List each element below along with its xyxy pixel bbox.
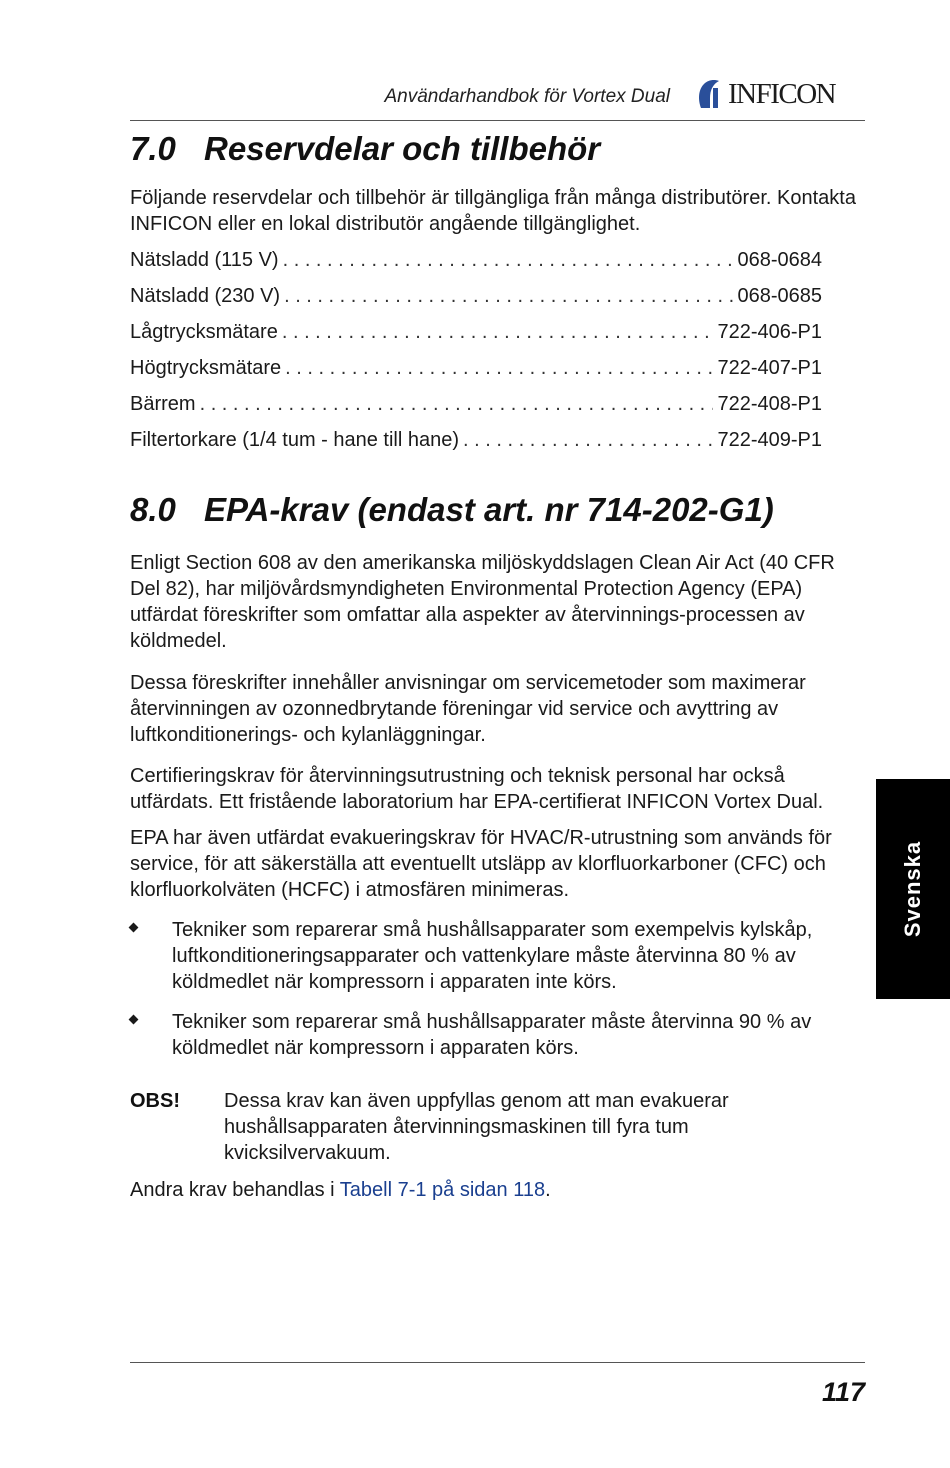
inficon-logo xyxy=(695,74,870,116)
section-8-paragraph: Enligt Section 608 av den amerikanska miljöskyddslagen Clean Air Act (40 CFR Del 82), har miljövårdsmyndigheten Environmental Protection Agency (EPA) utfärdat föreskrifter som omfattar alla aspekter av återvinnings-processen av köldmedel. xyxy=(130,552,835,652)
note-text: Dessa krav kan även uppfyllas genom att man evakuerar hushållsapparaten återvinningsmaskinen till fyra tum kvicksilvervakuum. xyxy=(224,1090,729,1164)
bullet-text: Tekniker som reparerar små hushållsapparater måste återvinna 90 % av köldmedlet när kompressorn i apparaten körs. xyxy=(172,1011,812,1059)
crossref-line xyxy=(130,1177,551,1203)
logo-wordmark: INFICON xyxy=(728,78,836,110)
parts-list-item xyxy=(130,391,822,427)
footer-divider xyxy=(130,1362,865,1363)
inficon-logo-icon xyxy=(695,78,725,112)
parts-list-item xyxy=(130,319,822,355)
part-number: 068-0685 xyxy=(737,285,822,307)
bullet-item xyxy=(130,917,870,995)
part-number: 722-407-P1 xyxy=(717,357,822,379)
dot-leader xyxy=(282,319,714,355)
section-8-paragraph: Certifieringskrav för återvinningsutrustning och teknisk personal har också utfärdats. Ett fristående laboratorium har EPA-certifierat INFICON Vortex Dual. xyxy=(130,765,824,813)
diamond-bullet-icon xyxy=(129,923,139,933)
parts-list-item xyxy=(130,247,822,283)
parts-list-item xyxy=(130,283,822,319)
part-name: Nätsladd (115 V) xyxy=(130,249,279,271)
part-name: Lågtrycksmätare xyxy=(130,321,278,343)
dot-leader xyxy=(285,355,713,391)
dot-leader xyxy=(284,283,733,319)
section-8-paragraph: EPA har även utfärdat evakueringskrav för HVAC/R-utrustning som används för service, för att säkerställa att eventuellt utsläpp av klorfluorkarboner (CFC) och klorfluorkolväten (HCFC) i atmosfären minimeras. xyxy=(130,827,832,901)
parts-list-item xyxy=(130,427,822,463)
part-number: 722-408-P1 xyxy=(717,393,822,415)
parts-list-item xyxy=(130,355,822,391)
section-7-number: 7.0 xyxy=(130,130,176,167)
section-7-intro: Följande reservdelar och tillbehör är tillgängliga från många distributörer. Kontakta INFICON eller en lokal distributör angående tillgänglighet. xyxy=(130,187,856,235)
dot-leader xyxy=(200,391,714,427)
bullet-text: Tekniker som reparerar små hushållsapparater som exempelvis kylskåp, luftkonditioneringsapparater och vattenkylare måste återvinna 80 % av köldmedlet när kompressorn i apparaten inte körs. xyxy=(172,919,813,993)
page-number: 117 xyxy=(821,1377,865,1407)
part-number: 722-409-P1 xyxy=(717,429,822,451)
note-label: OBS! xyxy=(130,1090,180,1112)
part-name: Högtrycksmätare xyxy=(130,357,282,379)
part-number: 068-0684 xyxy=(737,249,822,271)
bullet-item xyxy=(130,1009,870,1061)
part-number: 722-406-P1 xyxy=(717,321,822,343)
section-7-title: Reservdelar och tillbehör xyxy=(204,130,601,167)
section-7-heading xyxy=(130,130,600,168)
parts-list xyxy=(130,247,822,463)
part-name: Bärrem xyxy=(130,393,196,415)
diamond-bullet-icon xyxy=(129,1015,139,1025)
dot-leader xyxy=(283,247,734,283)
dot-leader xyxy=(463,427,713,463)
section-8-heading xyxy=(130,491,774,529)
language-side-tab xyxy=(876,779,950,999)
section-8-paragraph: Dessa föreskrifter innehåller anvisningar om servicemetoder som maximerar återvinningen av ozonnedbrytande föreningar vid service och avyttring av luftkonditionerings- och kylanläggningar. xyxy=(130,672,806,746)
header-divider xyxy=(130,120,865,121)
crossref-suffix: . xyxy=(545,1179,551,1201)
manual-title: Användarhandbok för Vortex Dual xyxy=(384,86,670,107)
section-8-number: 8.0 xyxy=(130,491,176,528)
part-name: Filtertorkare (1/4 tum - hane till hane) xyxy=(130,429,460,451)
section-8-title: EPA-krav (endast art. nr 714-202-G1) xyxy=(204,491,774,528)
table-crossref-link[interactable]: Tabell 7-1 på sidan 118 xyxy=(339,1179,546,1201)
crossref-prefix: Andra krav behandlas i xyxy=(130,1179,340,1201)
part-name: Nätsladd (230 V) xyxy=(130,285,281,307)
side-tab-label: Svenska xyxy=(900,840,925,938)
